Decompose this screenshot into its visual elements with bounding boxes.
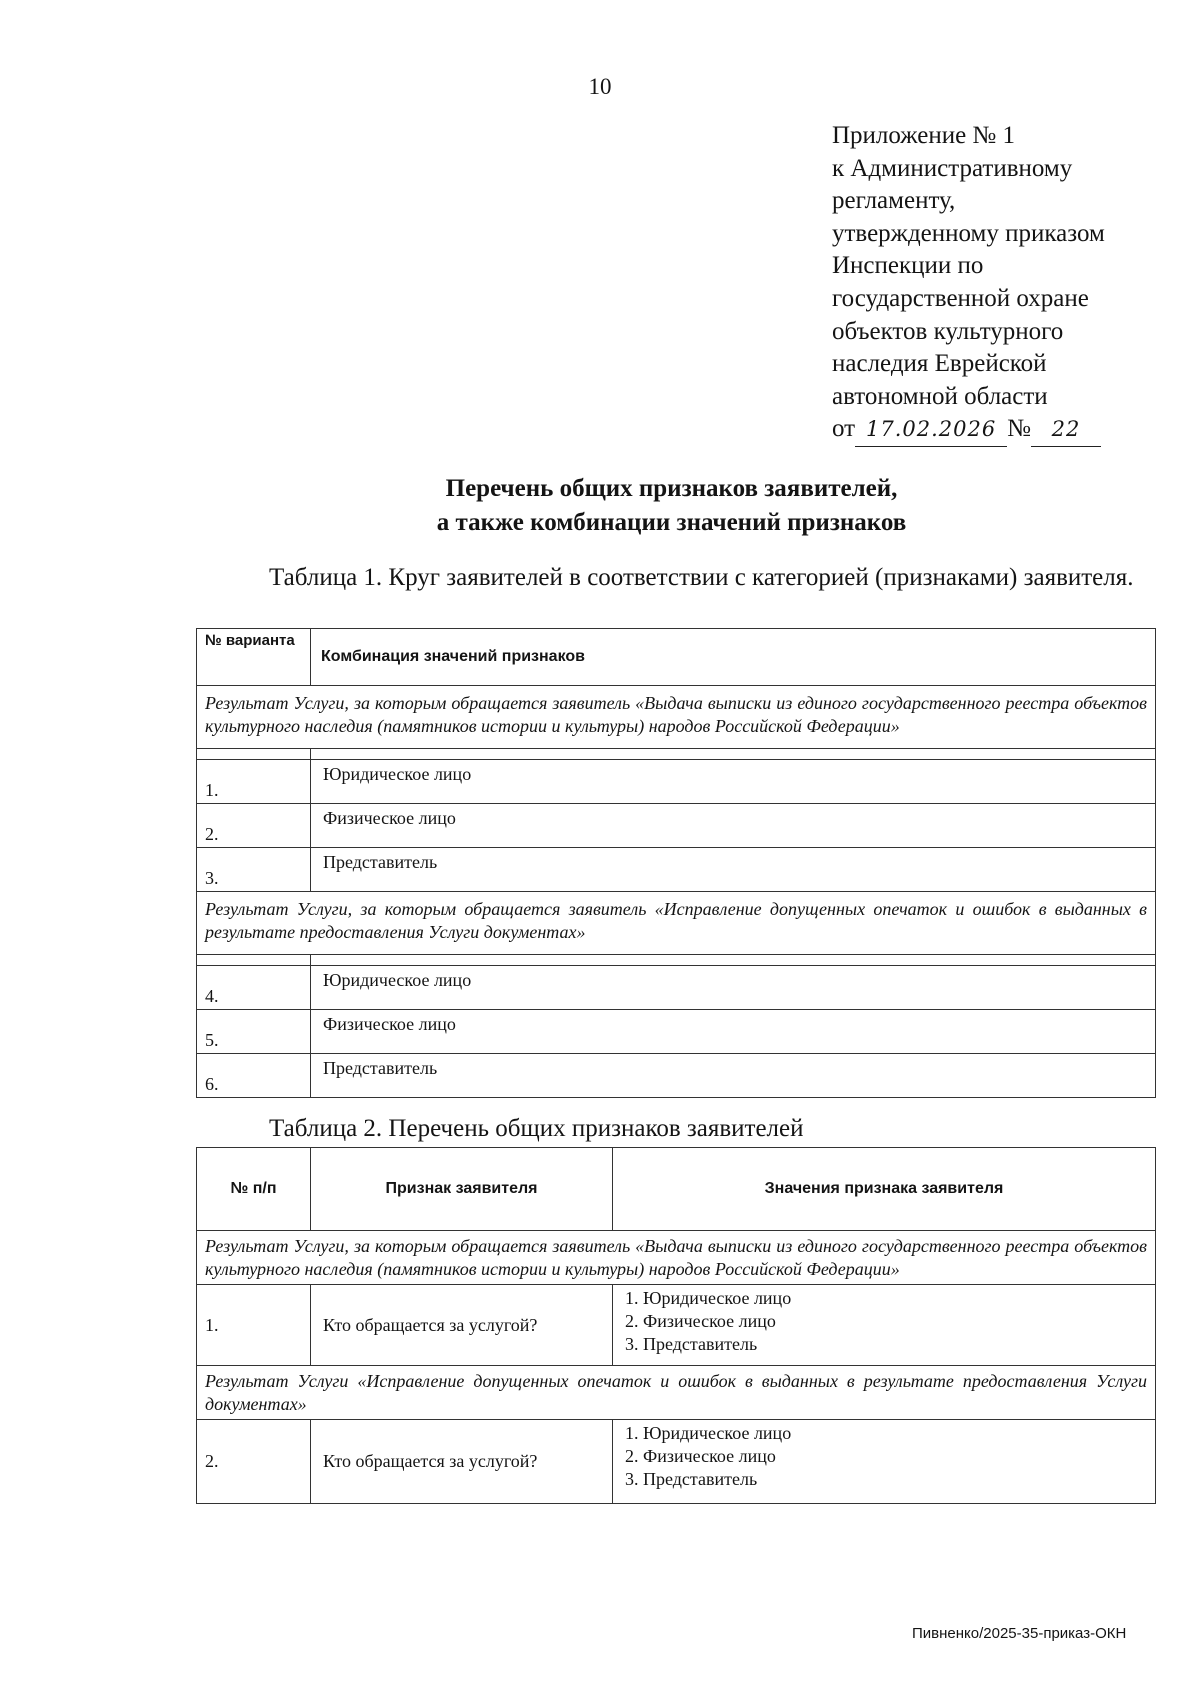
table-row bbox=[197, 760, 1156, 804]
table1-caption: Таблица 1. Круг заявителей в соответствии с категорией (признаками) заявителя. bbox=[269, 564, 1134, 591]
from-label: от bbox=[832, 415, 856, 443]
variant-number: 4. bbox=[197, 966, 311, 1010]
table1-header-number: № варианта bbox=[197, 629, 311, 686]
table-row bbox=[197, 1420, 1156, 1504]
appendix-line: регламенту, bbox=[832, 187, 956, 215]
table1-spacer-cell bbox=[197, 955, 311, 966]
appendix-line: Приложение № 1 bbox=[832, 122, 1016, 149]
variant-value: Физическое лицо bbox=[311, 804, 1156, 848]
variant-value: Представитель bbox=[311, 848, 1156, 892]
table-row bbox=[197, 966, 1156, 1010]
sign-value-item: 1. Юридическое лицо bbox=[625, 1423, 792, 1443]
sign-question: Кто обращается за услугой? bbox=[311, 1285, 613, 1366]
number-label: № bbox=[1007, 415, 1031, 443]
title-line-2: а также комбинации значений признаков bbox=[436, 509, 907, 536]
sign-number: 1. bbox=[197, 1285, 311, 1366]
sign-value-item: 2. Физическое лицо bbox=[625, 1311, 776, 1331]
appendix-line: наследия Еврейской bbox=[832, 350, 1047, 378]
table2-caption: Таблица 2. Перечень общих признаков заявителей bbox=[269, 1115, 804, 1142]
table1-spacer-cell bbox=[311, 955, 1156, 966]
table1-spacer-cell bbox=[197, 749, 311, 760]
applicant-signs-table bbox=[196, 1147, 1156, 1504]
variant-number: 3. bbox=[197, 848, 311, 892]
variant-value: Юридическое лицо bbox=[311, 760, 1156, 804]
table2-result-correction: Результат Услуги «Исправление допущенных опечаток и ошибок в выданных в результате предоставления Услуги документах» bbox=[197, 1366, 1156, 1420]
table-row bbox=[197, 1054, 1156, 1098]
variant-value: Юридическое лицо bbox=[311, 966, 1156, 1010]
handwritten-date: 17.02.2026 bbox=[855, 413, 1007, 447]
table2-header-sign: Признак заявителя bbox=[311, 1148, 613, 1231]
table-row bbox=[197, 804, 1156, 848]
title-line-1: Перечень общих признаков заявителей, bbox=[445, 475, 898, 502]
table2-result-extract: Результат Услуги, за которым обращается заявитель «Выдача выписки из единого государственного реестра объектов культурного наследия (памятников истории и культуры) народов Российской Федерации» bbox=[197, 1231, 1156, 1285]
sign-value-item: 2. Физическое лицо bbox=[625, 1446, 776, 1466]
appendix-block bbox=[832, 120, 1172, 447]
appendix-line: объектов культурного bbox=[832, 317, 1064, 345]
sign-value-item: 3. Представитель bbox=[625, 1334, 758, 1354]
variant-value: Представитель bbox=[311, 1054, 1156, 1098]
table1-result-correction: Результат Услуги, за которым обращается заявитель «Исправление допущенных опечаток и ошибок в выданных в результате предоставления Услуги документах» bbox=[197, 892, 1156, 955]
sign-question: Кто обращается за услугой? bbox=[311, 1420, 613, 1504]
table-row bbox=[197, 1285, 1156, 1366]
table1-result-extract: Результат Услуги, за которым обращается заявитель «Выдача выписки из единого государственного реестра объектов культурного наследия (памятников истории и культуры) народов Российской Федерации» bbox=[197, 686, 1156, 749]
sign-values bbox=[613, 1285, 1156, 1366]
sign-number: 2. bbox=[197, 1420, 311, 1504]
handwritten-number: 22 bbox=[1031, 413, 1101, 447]
sign-value-item: 3. Представитель bbox=[625, 1469, 758, 1489]
variant-number: 1. bbox=[197, 760, 311, 804]
page-number: 10 bbox=[588, 74, 612, 99]
table1-header-combination: Комбинация значений признаков bbox=[311, 629, 1156, 686]
appendix-date-line bbox=[832, 413, 1172, 447]
appendix-line: государственной охране bbox=[832, 284, 1089, 312]
footer-reference: Пивненко/2025-35-приказ-ОКН bbox=[912, 1625, 1127, 1642]
appendix-line: автономной области bbox=[832, 382, 1048, 410]
table1-spacer-cell bbox=[311, 749, 1156, 760]
sign-values bbox=[613, 1420, 1156, 1504]
variant-number: 5. bbox=[197, 1010, 311, 1054]
table2-header-number: № п/п bbox=[197, 1148, 311, 1231]
appendix-line: утвержденному приказом bbox=[832, 219, 1105, 247]
table2-header-values: Значения признака заявителя bbox=[613, 1148, 1156, 1231]
table-row bbox=[197, 1010, 1156, 1054]
variant-number: 6. bbox=[197, 1054, 311, 1098]
variant-number: 2. bbox=[197, 804, 311, 848]
sign-value-item: 1. Юридическое лицо bbox=[625, 1288, 792, 1308]
appendix-line: Инспекции по bbox=[832, 252, 984, 280]
document-title bbox=[0, 472, 1200, 540]
appendix-line: к Административному bbox=[832, 154, 1073, 182]
applicant-variants-table bbox=[196, 628, 1156, 1098]
table-row bbox=[197, 848, 1156, 892]
variant-value: Физическое лицо bbox=[311, 1010, 1156, 1054]
